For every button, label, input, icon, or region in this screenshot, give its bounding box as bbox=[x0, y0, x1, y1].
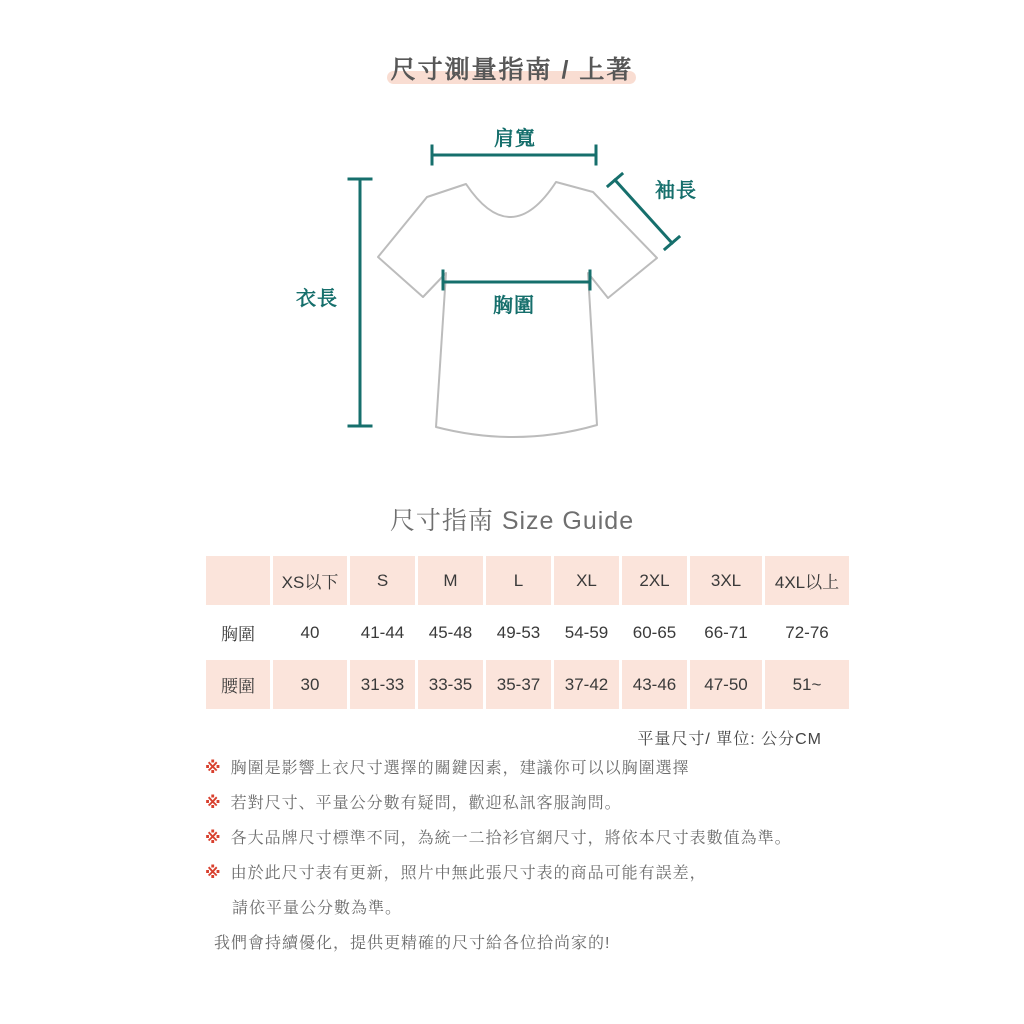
note-marker: ※ bbox=[205, 760, 222, 777]
table-cell: 30 bbox=[273, 660, 347, 709]
table-header-cell: 2XL bbox=[622, 556, 687, 605]
table-cell: 47-50 bbox=[690, 660, 762, 709]
sleeve-length-label: 袖長 bbox=[655, 180, 697, 202]
tshirt-measurement-diagram bbox=[280, 115, 740, 455]
note-continuation bbox=[205, 898, 865, 919]
note-text: 胸圍是影響上衣尺寸選擇的關鍵因素，建議你可以以胸圍選擇 bbox=[230, 760, 690, 777]
table-header-row bbox=[206, 556, 849, 605]
table-cell: 54-59 bbox=[554, 608, 619, 657]
note-marker: ※ bbox=[205, 830, 222, 847]
table-row-chest bbox=[206, 608, 849, 657]
note-text: 若對尺寸、平量公分數有疑問，歡迎私訊客服詢問。 bbox=[230, 795, 622, 812]
note-marker: ※ bbox=[205, 795, 222, 812]
note-text: 請依平量公分數為準。 bbox=[232, 900, 403, 917]
table-header-cell: 4XL以上 bbox=[765, 556, 849, 605]
row-label: 腰圍 bbox=[206, 660, 270, 709]
title-block bbox=[0, 0, 1024, 110]
shoulder-width-label: 肩寬 bbox=[494, 128, 536, 150]
table-cell: 41-44 bbox=[350, 608, 415, 657]
page-title: 尺寸測量指南 / 上著 bbox=[390, 56, 634, 84]
note-item bbox=[205, 863, 865, 884]
note-text: 由於此尺寸表有更新，照片中無此張尺寸表的商品可能有誤差， bbox=[230, 865, 707, 882]
size-guide-title: 尺寸指南 Size Guide bbox=[389, 507, 635, 535]
notes-list bbox=[205, 758, 865, 968]
table-cell: 66-71 bbox=[690, 608, 762, 657]
note-marker: ※ bbox=[205, 865, 222, 882]
note-item bbox=[205, 758, 865, 779]
closing-note: 我們會持續優化，提供更精確的尺寸給各位拾尚家的! bbox=[214, 935, 611, 952]
chest-width-label: 胸圍 bbox=[493, 295, 535, 317]
table-cell: 51~ bbox=[765, 660, 849, 709]
table-cell: 45-48 bbox=[418, 608, 483, 657]
table-header-cell bbox=[206, 556, 270, 605]
note-item bbox=[205, 828, 865, 849]
table-header-cell: XS以下 bbox=[273, 556, 347, 605]
size-table bbox=[203, 553, 852, 712]
table-cell: 31-33 bbox=[350, 660, 415, 709]
table-header-cell: M bbox=[418, 556, 483, 605]
table-cell: 37-42 bbox=[554, 660, 619, 709]
table-cell: 60-65 bbox=[622, 608, 687, 657]
table-row-waist bbox=[206, 660, 849, 709]
table-header-cell: S bbox=[350, 556, 415, 605]
note-item bbox=[205, 793, 865, 814]
table-cell: 35-37 bbox=[486, 660, 551, 709]
table-cell: 40 bbox=[273, 608, 347, 657]
note-text: 各大品牌尺寸標準不同，為統一二拾衫官網尺寸，將依本尺寸表數值為準。 bbox=[230, 830, 792, 847]
garment-length-label: 衣長 bbox=[296, 288, 338, 310]
table-header-cell: L bbox=[486, 556, 551, 605]
table-cell: 72-76 bbox=[765, 608, 849, 657]
unit-note: 平量尺寸/ 單位: 公分CM bbox=[637, 731, 822, 748]
table-header-cell: 3XL bbox=[690, 556, 762, 605]
table-cell: 49-53 bbox=[486, 608, 551, 657]
row-label: 胸圍 bbox=[206, 608, 270, 657]
table-cell: 43-46 bbox=[622, 660, 687, 709]
table-header-cell: XL bbox=[554, 556, 619, 605]
table-cell: 33-35 bbox=[418, 660, 483, 709]
